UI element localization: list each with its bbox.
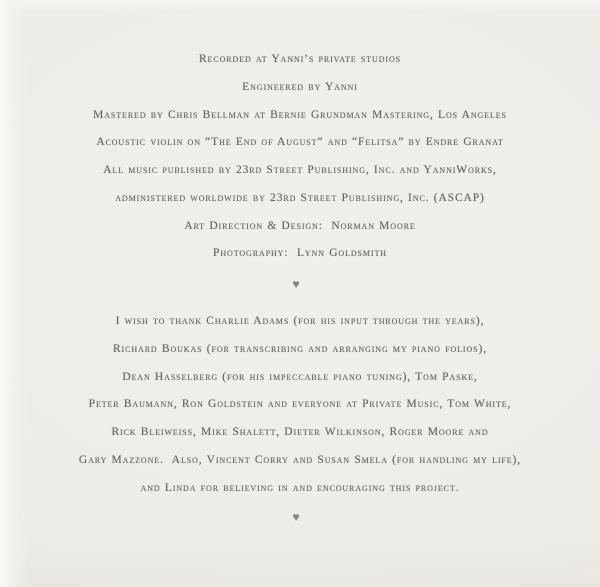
- credit-line: Acoustic violin on “The End of August” and “Felitsa” by Endre Granat: [96, 136, 504, 149]
- production-credits: [20, 46, 580, 268]
- thanks-line: Dean Hasselberg (for his impeccable piano tuning), Tom Paske,: [122, 370, 478, 383]
- thanks-line: Gary Mazzone. Also, Vincent Corry and Susan Smela (for handling my life),: [78, 453, 522, 466]
- heart-fleuron-icon: ♥: [292, 277, 300, 291]
- credit-line: Art Direction & Design: Norman Moore: [184, 219, 416, 232]
- credit-line: administered worldwide by 23rd Street Publishing, Inc. (ASCAP): [115, 191, 485, 204]
- credit-line: Engineered by Yanni: [242, 80, 358, 93]
- credit-line: All music published by 23rd Street Publishing, Inc. and YanniWorks,: [103, 164, 497, 176]
- credit-line: Photography: Lynn Goldsmith: [213, 247, 387, 260]
- heart-fleuron-icon: ♥: [292, 510, 300, 524]
- credit-line: Recorded at Yanni’s private studios: [198, 53, 402, 65]
- thanks-line: Rick Bleiweiss, Mike Shalett, Dieter Wilkinson, Roger Moore and: [111, 426, 489, 438]
- thanks-line: Peter Baumann, Ron Goldstein and everyone at Private Music, Tom White,: [88, 398, 512, 411]
- thank-you-notes: [20, 308, 580, 502]
- thanks-line: and Linda for believing in and encouraging this project.: [140, 481, 460, 494]
- thanks-line: I wish to thank Charlie Adams (for his input through the years),: [115, 315, 485, 327]
- thanks-line: Richard Boukas (for transcribing and arranging my piano folios),: [112, 342, 488, 355]
- credit-line: Mastered by Chris Bellman at Bernie Grundman Mastering, Los Angeles: [93, 108, 507, 121]
